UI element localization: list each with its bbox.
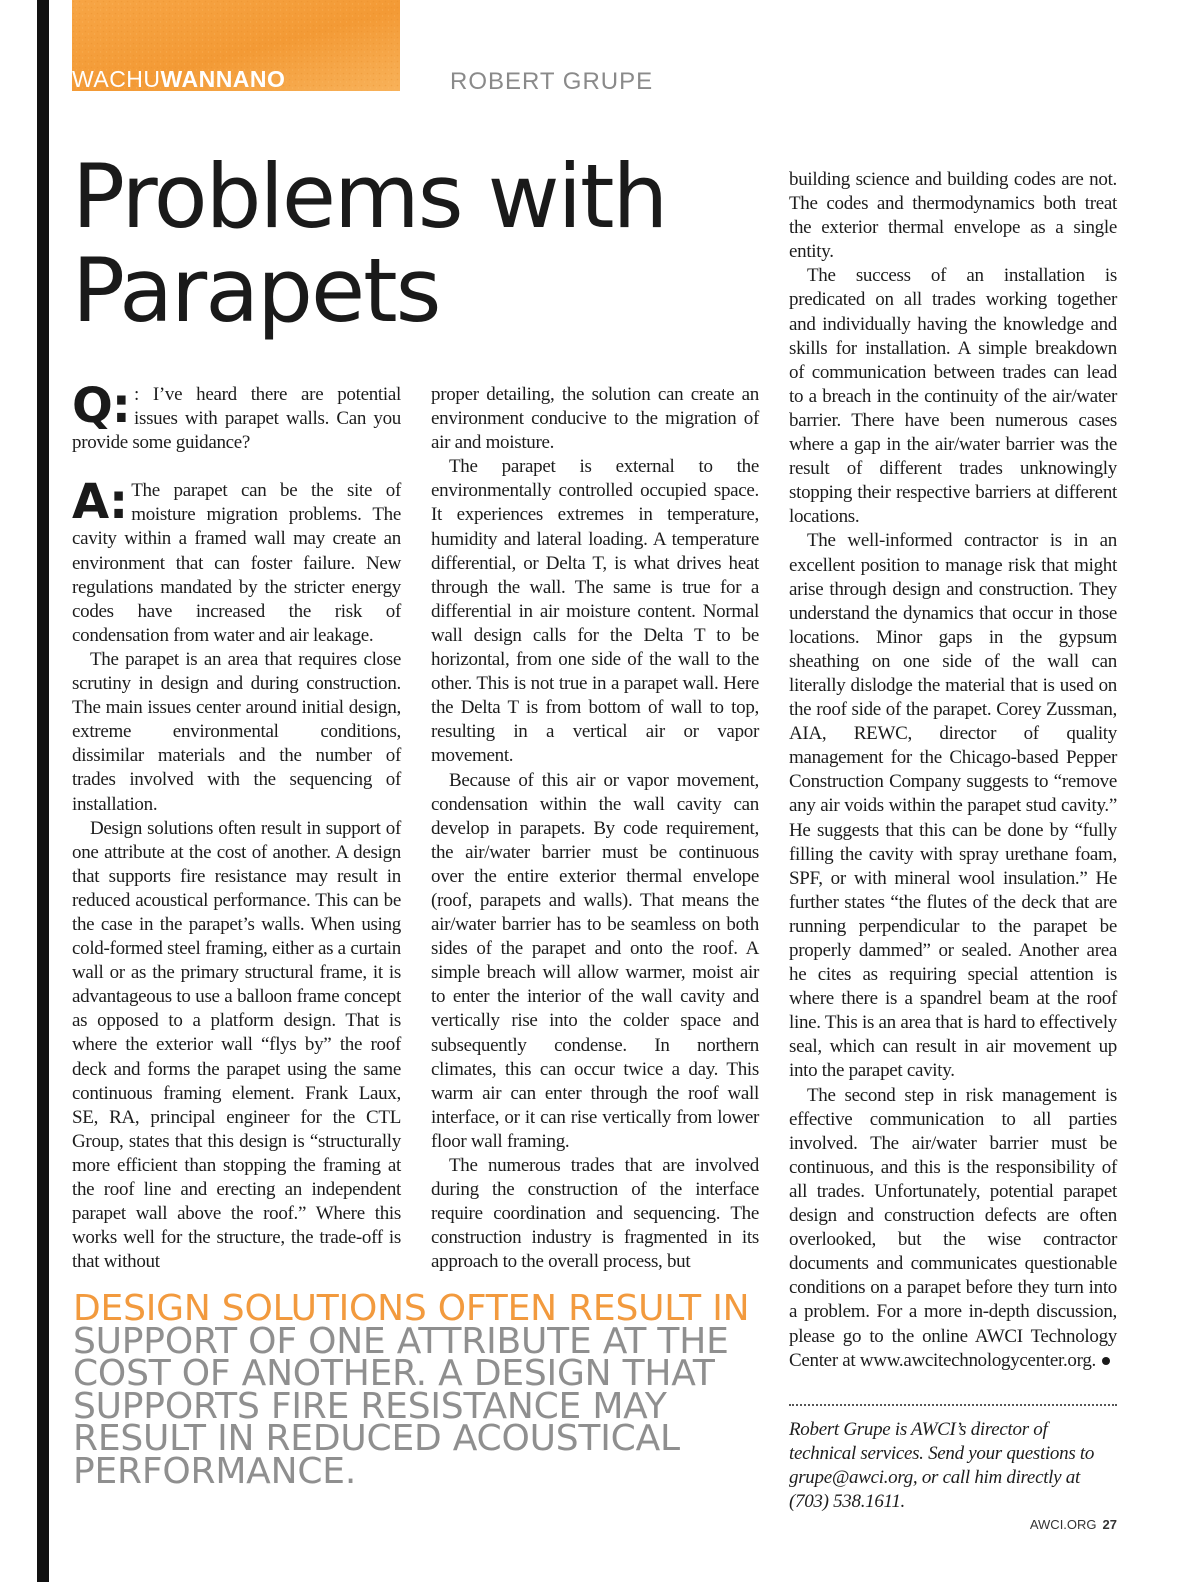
question-text: : I’ve heard there are potential issues with parapet walls. Can you provide some guidance? — [72, 384, 401, 454]
question-paragraph — [72, 378, 401, 455]
body-paragraph: The well-informed contractor is in an excellent position to manage risk that might arise through design and construction. They understand the dynamics that occur in those locations. Minor gaps in the gypsum sheathing on one side of the wall can literally dislodge the material that is used on the roof side of the parapet. Corey Zussman, AIA, REWC, director of quality management for the Chicago-based Pepper Construction Company suggests to “remove any air voids within the parapet stud cavity.” He suggests that this can be done by “fully filling the cavity with spray urethane foam, SPF, or with mineral wool insulation.” He further states “the flutes of the deck that are running perpendicular to the parapet be properly dammed” or sealed. Another area he cites as requiring special attention is where there is a spandrel beam at the roof line. This is an area that is hard to effectively seal, which can result in air movement up into the parapet cavity. — [789, 530, 1117, 1082]
answer-text: The parapet can be the site of moisture migration problems. The cavity within a framed wall may create an environment that can foster failure. New regulations mandated by the stricter energy codes have increased the risk of condensation from water and air leakage. — [72, 480, 401, 646]
page-number: 27 — [1102, 1517, 1117, 1532]
article-column-1 — [72, 378, 401, 1274]
body-paragraph: Design solutions often result in support of one attribute at the cost of another. A design that supports fire resistance may result in reduced acoustical performance. This can be the case in the parapet’s walls. When using cold-formed steel framing, either as a curtain wall or as the primary structural frame, it is advantageous to use a balloon frame concept as opposed to a platform design. That is where the exterior wall “flys by” the roof deck and forms the parapet using the same continuous framing element. Frank Laux, SE, RA, principal engineer for the CTL Group, states that this design is “structurally more efficient than stopping the framing at the roof line and erecting an independent parapet wall above the roof.” Where this works well for the structure, the trade-off is that without — [72, 817, 401, 1273]
end-of-article-bullet-icon — [1102, 1357, 1110, 1365]
author-bio: Robert Grupe is AWCI’s director of technical services. Send your questions to grupe@awci.org, or call him directly at (703) 538.1611. — [789, 1419, 1095, 1512]
column-name — [72, 66, 285, 92]
article-column-2 — [431, 383, 759, 1274]
page-spine-bar — [37, 0, 49, 1582]
article-title-line-2: Parapets — [72, 239, 440, 342]
final-paragraph-text: The second step in risk management is effective communication to all parties involved. The air/water barrier must be continuous, and this is the responsibility of all trades. Unfortunately, potential parapet design and construction defects are often overlooked, but the wise contractor documents and communicates questionable conditions on a parapet before they turn into a problem. For a more in-depth discussion, please go to the online AWCI Technology Center at www.awcitechnologycenter.org. — [789, 1084, 1117, 1371]
pull-quote-accent: DESIGN SOLUTIONS OFTEN RESULT IN — [73, 1288, 750, 1329]
column-name-light: WACHU — [72, 66, 161, 92]
answer-drop-letter: A: — [72, 474, 128, 531]
answer-paragraph — [72, 474, 401, 648]
article-title-line-1: Problems with — [72, 145, 667, 248]
pull-quote — [73, 1288, 753, 1492]
body-paragraph: The parapet is external to the environmentally controlled occupied space. It experiences extremes in temperature, humidity and lateral loading. A temperature differential, or Delta T, is what drives heat through the wall. The same is true for a differential in air moisture content. Normal wall design calls for the Delta T to be horizontal, from one side of the wall to the other. This is not true in a parapet wall. Here the Delta T is from bottom of wall to top, resulting in a vertical air or vapor movement. — [431, 456, 759, 767]
page-footer — [980, 1517, 1117, 1532]
body-paragraph: The success of an installation is predicated on all trades working together and individually having the knowledge and skills for installation. A simple breakdown of communication between trades can lead to a breach in the continuity of the air/water barrier. There have been numerous cases where a gap in the air/water barrier was the result of different trades unknowingly stopping their respective barriers at different locations. — [789, 265, 1117, 528]
article-title — [72, 145, 692, 342]
body-paragraph: The parapet is an area that requires close scrutiny in design and during construction. The main issues center around initial design, extreme environmental conditions, dissimilar materials and the number of trades involved with the sequencing of installation. — [72, 648, 401, 815]
pull-quote-text: SUPPORT OF ONE ATTRIBUTE AT THE COST OF ANOTHER. A DESIGN THAT SUPPORTS FIRE RESISTANCE MAY RESULT IN REDUCED ACOUSTICAL PERFORMANCE. — [73, 1320, 729, 1492]
bio-divider — [789, 1404, 1117, 1406]
body-paragraph: The numerous trades that are involved during the construction of the interface require coordination and sequencing. The construction industry is fragmented in its approach to the overall process, but — [431, 1155, 759, 1273]
body-paragraph: proper detailing, the solution can create an environment conducive to the migration of air and moisture. — [431, 384, 759, 454]
article-column-3 — [789, 168, 1117, 1373]
body-paragraph: building science and building codes are not. The codes and thermodynamics both treat the exterior thermal envelope as a single entity. — [789, 169, 1117, 263]
author-name: ROBERT GRUPE — [450, 68, 654, 95]
body-paragraph-final — [789, 1084, 1117, 1373]
column-name-bold: WANNANO — [160, 66, 286, 92]
footer-site: AWCI.ORG — [1029, 1517, 1097, 1532]
body-paragraph: Because of this air or vapor movement, condensation within the wall cavity can develop in parapets. By code requirement, the air/water barrier must be continuous over the entire exterior thermal envelope (roof, parapets and walls). That means the air/water barrier has to be seamless on both sides of the parapet and onto the roof. A simple breach will allow warmer, moist air to enter the interior of the wall cavity and vertically rise into the colder space and subsequently condense. In northern climates, this can occur twice a day. This warm air can enter through the roof wall interface, or it can rise vertically from lower floor wall framing. — [431, 769, 759, 1152]
question-drop-letter: Q: — [72, 378, 130, 434]
